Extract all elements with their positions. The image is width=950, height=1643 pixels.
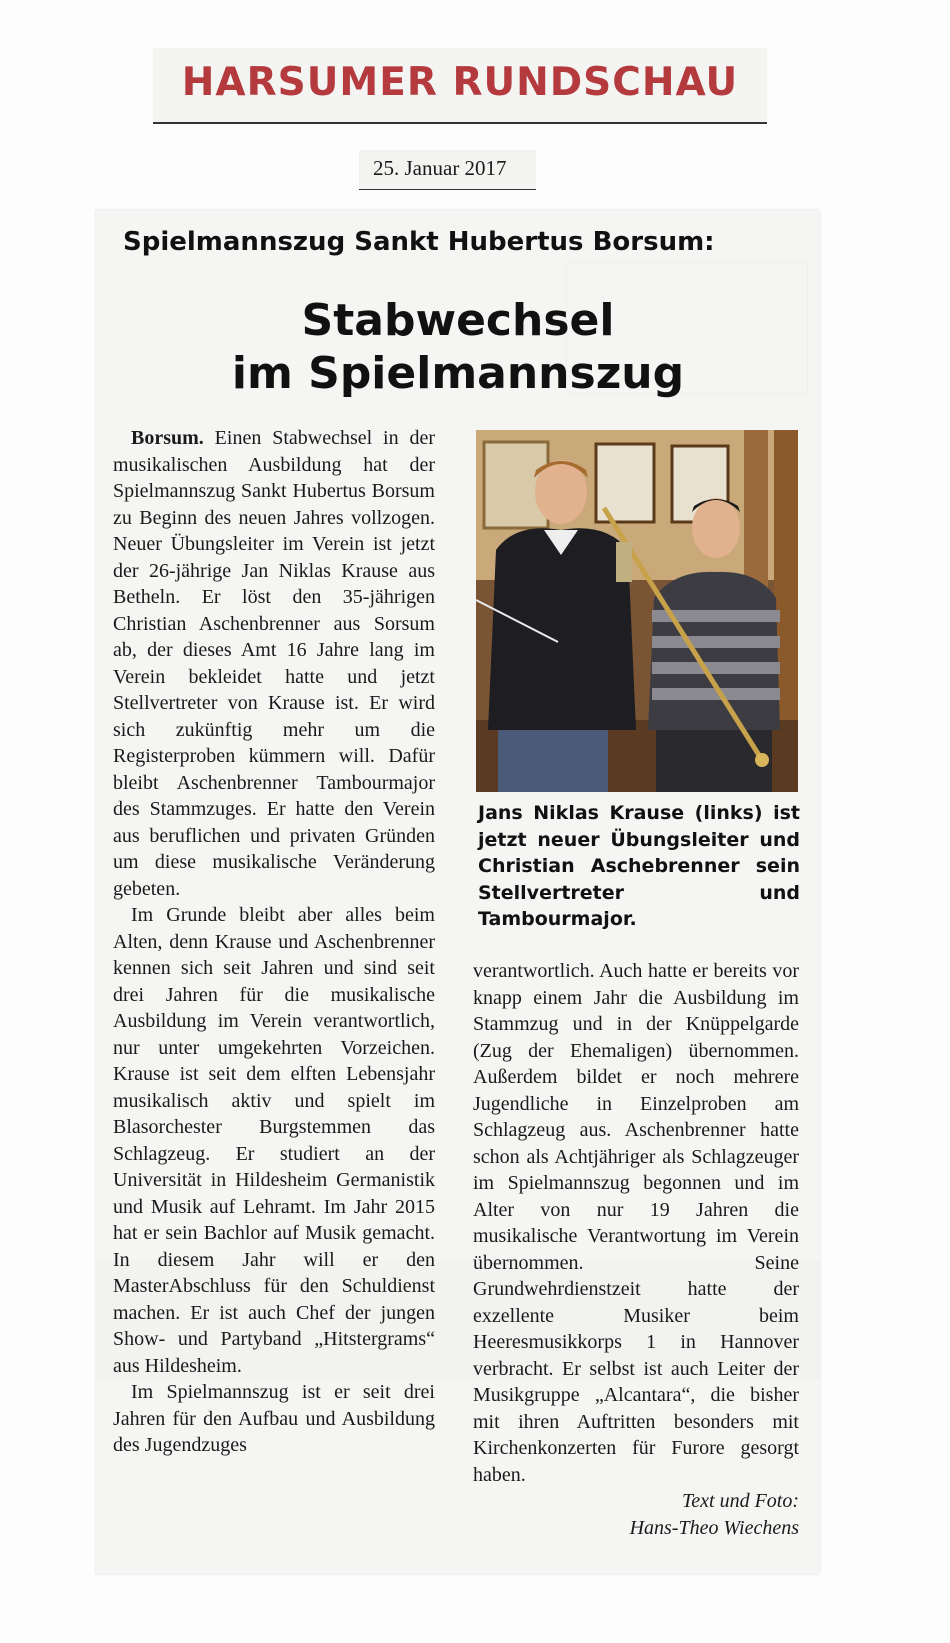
text-column-right xyxy=(473,958,799,1541)
newspaper-title: HARSUMER RUNDSCHAU xyxy=(181,60,739,105)
text-column-left xyxy=(113,425,435,1459)
article-kicker: Spielmannszug Sankt Hubertus Borsum: xyxy=(123,227,715,257)
dateline: Borsum. xyxy=(131,427,204,449)
paragraph-3: Im Spielmannszug ist er seit drei Jahren für den Aufbau und Ausbildung des Jugendzuges xyxy=(113,1381,435,1456)
masthead xyxy=(153,48,767,124)
paragraph-2: Im Grunde bleibt aber alles beim Alten, denn Krause und Aschenbrenner kennen sich seit Jahren und sind seit drei Jahren für die musikalische Ausbildung im Verein verantwortlich, nur unter umgekehrten Vorzeichen. Krause ist seit dem elften Lebensjahr musikalisch aktiv und spielt im Blasorchester Burgstemmen das Schlagzeug. Er studiert an der Universität in Hildesheim Germanistik und Musik auf Lehramt. Im Jahr 2015 hat er sein Bachlor auf Musik gemacht. In diesem Jahr will er den MasterAbschluss für den Schuldienst machen. Er ist auch Chef der jungen Show- und Partyband „Hitstergrams“ aus Hildesheim. xyxy=(113,904,435,1377)
article-photo xyxy=(476,430,798,792)
date-strip xyxy=(359,150,536,190)
publication-date: 25. Januar 2017 xyxy=(373,156,507,180)
paragraph-1 xyxy=(113,425,435,902)
credit-line-2: Hans-Theo Wiechens xyxy=(629,1516,799,1539)
article-clipping xyxy=(96,210,820,1574)
credit-line-1: Text und Foto: xyxy=(681,1490,799,1512)
paragraph-1-text: Einen Stabwechsel in der musikalischen Ausbildung hat der Spielmannszug Sankt Hubertus Borsum zu Beginn des neuen Jahres vollzogen. Neuer Übungsleiter im Verein ist jetzt der 26-jährige Jan Niklas Krause aus Betheln. Er löst den 35-jährigen Christian Aschenbrenner aus Sorsum ab, der dieses Amt 16 Jahre lang im Verein bekleidet hatte und jetzt Stellvertreter von Krause ist. Er wird sich zukünftig mehr um die Registerproben kümmern will. Dafür bleibt Aschenbrenner Tambourmajor des Stammzuges. Er hatte den Verein aus beruflichen und privaten Gründen um diese musikalische Veränderung gebeten. xyxy=(113,427,435,900)
photo-caption: Jans Niklas Krause (links) ist jetzt neuer Übungsleiter und Christian Aschebrenner sein Stellvertreter und Tambourmajor. xyxy=(478,802,800,930)
headline-line-1: Stabwechsel xyxy=(301,295,615,346)
headline-line-2: im Spielmannszug xyxy=(231,348,685,399)
paragraph-4: verantwortlich. Auch hatte er bereits vor knapp einem Jahr die Ausbildung im Stammzug und in der Knüppelgarde (Zug der Ehemaligen) übernommen. Außerdem bildet er noch mehrere Jugendliche in Einzelproben am Schlagzeug aus. Aschenbrenner hatte schon als Achtjähriger als Schlagzeuger im Spielmannszug begonnen und im Alter von nur 19 Jahren die musikalische Verantwortung im Verein übernommen. Seine Grundwehrdienstzeit hatte der exzellente Musiker beim Heeresmusikkorps 1 in Hannover verbracht. Er selbst ist auch Leiter der Musikgruppe „Alcantara“, die bisher mit ihren Auftritten besonders mit Kirchenkonzerten für Furore gesorgt haben. xyxy=(473,960,799,1486)
photo-illustration xyxy=(476,430,798,792)
